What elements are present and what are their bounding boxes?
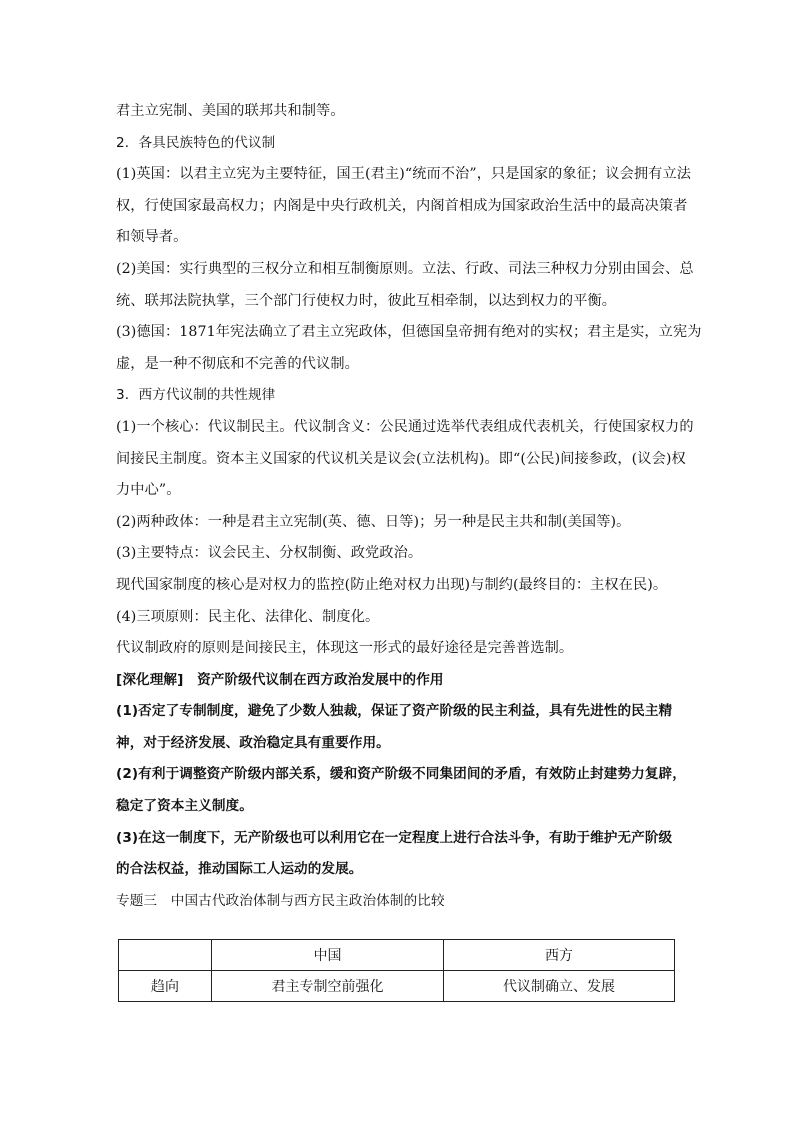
table-row [119, 971, 675, 1002]
comparison-table [118, 939, 675, 1002]
text-line: 君主立宪制、美国的联邦共和制等。 [116, 103, 345, 119]
table-cell: 代议制确立、发展 [444, 971, 675, 1002]
text-line: 代议制政府的原则是间接民主，体现这一形式的最好途径是完善普选制。 [116, 640, 574, 657]
text-line: 现代国家制度的核心是对权力的监控(防止绝对权力出现)与制约(最终目的：主权在民)。 [116, 576, 668, 593]
table-header-cell [119, 940, 212, 971]
section-heading: 专题三 中国古代政治体制与西方民主政治体制的比较 [116, 892, 445, 909]
section-heading: 2．各具民族特色的代议制 [116, 134, 276, 151]
text-line: (2)有利于调整资产阶级内部关系，缓和资产阶级不同集团间的矛盾，有效防止封建势力复辟， [116, 766, 686, 783]
table-header-row [119, 940, 675, 971]
text-line: (4)三项原则：民主化、法律化、制度化。 [116, 608, 380, 625]
text-line: (3)主要特点：议会民主、分权制衡、政党政治。 [116, 545, 423, 562]
table-cell: 趋向 [119, 971, 212, 1002]
text-line: (1)否定了专制制度，避免了少数人独裁，保证了资产阶级的民主利益，具有先进性的民主精 [116, 703, 673, 720]
text-line: 的合法权益，推动国际工人运动的发展。 [116, 861, 363, 878]
table-cell: 君主专制空前强化 [212, 971, 444, 1002]
text-line: (3)德国：1871年宪法确立了君主立宪政体，但德国皇帝拥有绝对的实权；君主是实，立宪为 [116, 324, 702, 341]
text-line: 统、联邦法院执掌，三个部门行使权力时，彼此互相牵制，以达到权力的平衡。 [116, 292, 617, 309]
text-line: 间接民主制度。资本主义国家的代议机关是议会(立法机构)。即“(公民)间接参政，(议会)权 [116, 450, 686, 467]
text-line: 虚，是一种不彻底和不完善的代议制。 [116, 355, 359, 372]
text-line: 神，对于经济发展、政治稳定具有重要作用。 [116, 734, 390, 751]
text-line: (2)美国：实行典型的三权分立和相互制衡原则。立法、行政、司法三种权力分别由国会、总 [116, 260, 694, 277]
section-heading: 3．西方代议制的共性规律 [116, 387, 276, 404]
text-line: 力中心”。 [116, 482, 181, 499]
table-header-cell: 中国 [212, 940, 444, 971]
text-line: 和领导者。 [116, 229, 188, 246]
text-line: (1)一个核心：代议制民主。代议制含义：公民通过选举代表组成代表机关，行使国家权力的 [116, 418, 694, 435]
text-line: (3)在这一制度下，无产阶级也可以利用它在一定程度上进行合法斗争，有助于维护无产阶级 [116, 829, 673, 846]
text-line: [深化理解] 资产阶级代议制在西方政治发展中的作用 [116, 671, 444, 688]
table-header-cell: 西方 [444, 940, 675, 971]
text-line: (1)英国：以君主立宪为主要特征，国王(君主)“统而不治”，只是国家的象征；议会拥有立法 [116, 166, 692, 183]
text-line: 权，行使国家最高权力；内阁是中央行政机关，内阁首相成为国家政治生活中的最高决策者 [116, 197, 688, 214]
document-body [116, 96, 702, 917]
text-line: 稳定了资本主义制度。 [116, 798, 253, 815]
text-line: (2)两种政体：一种是君主立宪制(英、德、日等)；另一种是民主共和制(美国等)。 [116, 513, 631, 530]
